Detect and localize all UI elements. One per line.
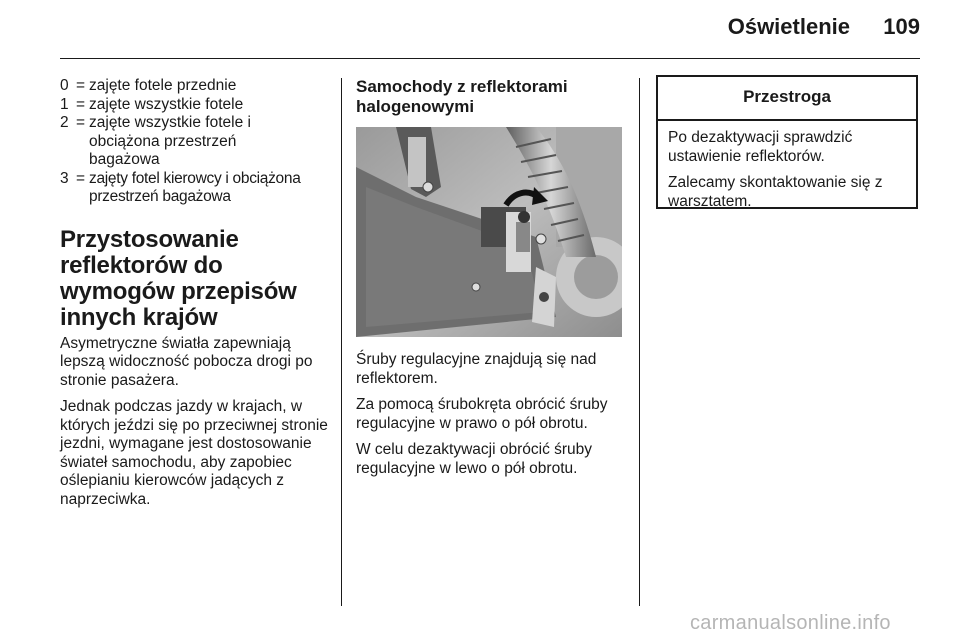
- paragraph: Za pomocą śrubokręta obrócić śruby regulacyjne w prawo o pół obrotu.: [356, 396, 608, 432]
- paragraph: W celu dezaktywacji obrócić śruby regulacyjne w lewo o pół obrotu.: [356, 441, 593, 477]
- headlamp-adjustment-photo: [356, 127, 622, 337]
- legend-equals: =: [76, 169, 86, 187]
- middle-column: [356, 77, 624, 486]
- legend-row: [60, 114, 330, 170]
- caution-paragraph: Po dezaktywacji sprawdzić ustawienie reflektorów.: [668, 129, 853, 165]
- column-divider-left: [341, 78, 342, 606]
- header-divider: [60, 58, 920, 59]
- left-column: [60, 77, 330, 517]
- legend-equals: =: [76, 77, 86, 94]
- section-heading: Samochody z reflektorami halogenowymi: [356, 77, 568, 116]
- caution-body: [658, 121, 916, 211]
- column-divider-right: [639, 78, 640, 606]
- paragraph: Asymetryczne światła zapewniają lepszą widoczność pobocza drogi po stronie pasażera.: [60, 334, 313, 389]
- right-column: [656, 75, 918, 209]
- legend-number: 1: [60, 95, 69, 113]
- legend-row: [60, 96, 330, 115]
- watermark-text: carmanualsonline.info: [690, 612, 891, 634]
- caution-paragraph: Zalecamy skontaktowanie się z warsztatem.: [668, 174, 883, 210]
- legend-row: [60, 170, 330, 207]
- legend-text: zajęte wszystkie fotele: [89, 95, 244, 113]
- paragraph: Śruby regulacyjne znajdują się nad reflektorem.: [356, 351, 597, 387]
- legend-text: zajęte wszystkie fotele i obciążona przestrzeń bagażowa: [89, 114, 251, 168]
- legend-text: zajęty fotel kierowcy i obciążona przestrzeń bagażowa: [89, 169, 301, 205]
- paragraph: Jednak podczas jazdy w krajach, w których jeździ się po przeciwnej stronie jezdni, wymagane jest dostosowanie świateł samochodu, aby zapobiec oślepianiu kierowców jadących z naprzeciwka.: [60, 398, 328, 508]
- legend-number: 2: [60, 114, 69, 131]
- legend-number: 0: [60, 77, 69, 94]
- caution-title: Przestroga: [658, 77, 916, 121]
- caution-box: [656, 75, 918, 209]
- headlamp-photo-illustration: [356, 127, 622, 337]
- page-number: 109: [883, 14, 920, 39]
- legend-number: 3: [60, 169, 69, 187]
- legend-equals: =: [76, 114, 86, 131]
- legend-row: [60, 77, 330, 96]
- legend-text: zajęte fotele przednie: [89, 77, 237, 94]
- legend-equals: =: [76, 95, 86, 113]
- page-section-title: Oświetlenie: [727, 14, 850, 39]
- section-heading: Przystosowanie reflektorów do wymogów przepisów innych krajów: [60, 225, 297, 331]
